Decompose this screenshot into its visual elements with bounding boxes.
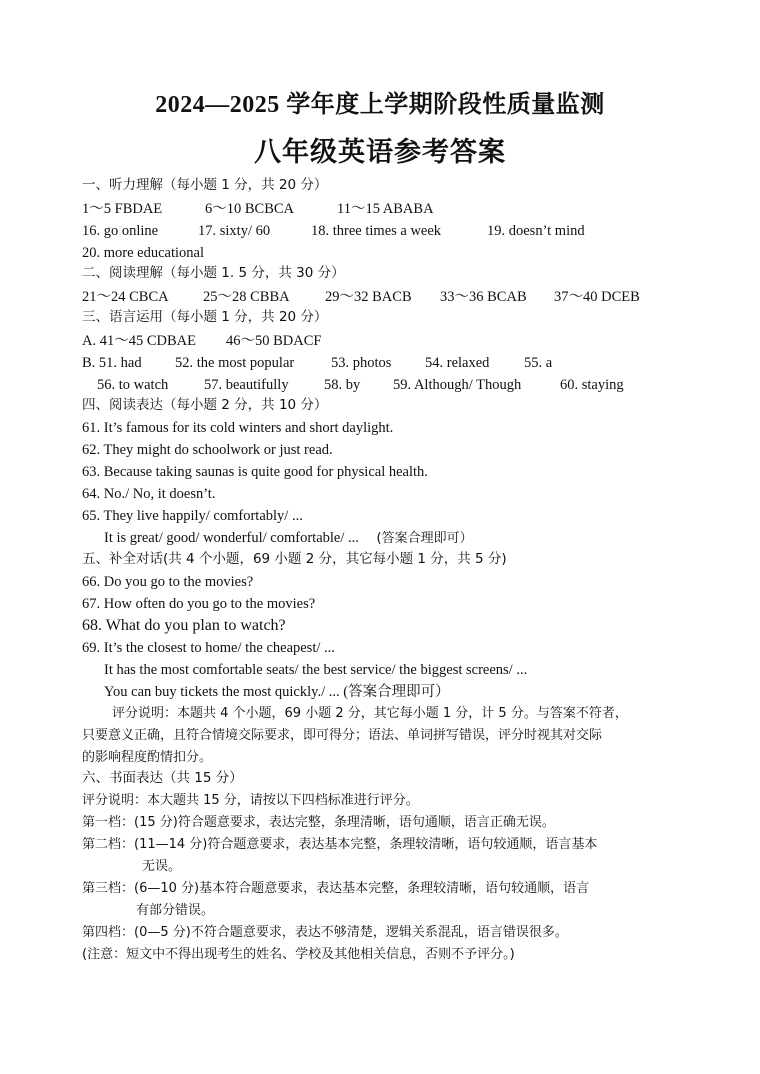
answer-item: 19. doesn’t mind <box>487 223 585 239</box>
answer-item: 17. sixty/ 60 <box>198 223 271 239</box>
writing-rule: 第三档：(6—10 分)基本符合题意要求，表达基本完整，条理较清晰，语句较通顺，语言 <box>82 881 590 896</box>
grading-note: 评分说明：本题共 4 个小题，69 小题 2 分，其它每小题 1 分，计 5 分。与答案不符者， <box>112 706 628 721</box>
answer-item: 54. relaxed <box>425 355 490 371</box>
writing-rule: 第一档：(15 分)符合题意要求，表达完整，条理清晰，语句通顺，语言正确无误。 <box>82 815 555 830</box>
answer-group: 11～15 ABABA <box>337 201 434 217</box>
grading-note: 的影响程度酌情扣分。 <box>82 750 213 765</box>
answer-item: 64. No./ No, it doesn’t. <box>82 486 216 502</box>
answer-group: 1～5 FBDAE <box>82 201 163 217</box>
answer-group: 21～24 CBCA <box>82 289 169 305</box>
section-header-writing: 六、书面表达（共 15 分） <box>82 770 243 786</box>
answer-item: 16. go online <box>82 223 159 239</box>
answer-group: 25～28 CBBA <box>203 289 290 305</box>
answer-item: 55. a <box>524 355 553 371</box>
grading-note: 只要意义正确，且符合情境交际要求，即可得分；语法、单词拼写错误，评分时视其对交际 <box>82 728 603 743</box>
section-header-expression: 四、阅读表达（每小题 2 分，共 10 分） <box>82 397 328 413</box>
section-header-listening: 一、听力理解（每小题 1 分，共 20 分） <box>82 177 328 193</box>
page-title: 2024—2025 学年度上学期阶段性质量监测 <box>155 92 605 118</box>
answer-item: 57. beautifully <box>204 377 289 393</box>
section-header-language: 三、语言运用（每小题 1 分，共 20 分） <box>82 309 328 325</box>
answer-item: 62. They might do schoolwork or just read. <box>82 442 333 458</box>
answer-item: 61. It’s famous for its cold winters and short daylight. <box>82 420 394 436</box>
answer-item: 60. staying <box>560 377 624 393</box>
answer-group: 37～40 DCEB <box>554 289 640 305</box>
writing-rule: 第二档：(11—14 分)符合题意要求，表达基本完整，条理较清晰，语句较通顺，语言基本 <box>82 837 598 852</box>
answer-item: 18. three times a week <box>311 223 442 239</box>
answer-item-continued: You can buy tickets the most quickly./ ... (答案合理即可） <box>104 684 450 700</box>
page-subtitle: 八年级英语参考答案 <box>254 137 506 167</box>
answer-item: B. 51. had <box>82 355 142 371</box>
answer-item: 68. What do you plan to watch? <box>82 617 286 634</box>
answer-item-continued <box>104 531 473 546</box>
writing-rule: 无误。 <box>142 859 182 874</box>
answer-item: 65. They live happily/ comfortably/ ... <box>82 508 303 524</box>
answer-group: 29～32 BACB <box>325 289 412 305</box>
answer-group: A. 41～45 CDBAE <box>82 333 196 349</box>
answer-item: 63. Because taking saunas is quite good for physical health. <box>82 464 428 480</box>
writing-rule: 有部分错误。 <box>136 903 215 918</box>
section-header-reading: 二、阅读理解（每小题 1. 5 分，共 30 分） <box>82 265 345 281</box>
answer-text: It is great/ good/ wonderful/ comfortable/ ... <box>104 530 359 546</box>
answer-item-continued: It has the most comfortable seats/ the best service/ the biggest screens/ ... <box>104 662 528 678</box>
answer-item: 67. How often do you go to the movies? <box>82 596 316 612</box>
section-header-dialogue: 五、补全对话(共 4 个小题，69 小题 2 分，其它每小题 1 分，共 5 分) <box>82 551 507 567</box>
writing-rule: 第四档：(0—5 分)不符合题意要求，表达不够清楚，逻辑关系混乱，语言错误很多。 <box>82 925 568 940</box>
answer-group: 33～36 BCAB <box>440 289 527 305</box>
answer-item: 56. to watch <box>97 377 169 393</box>
answer-item: 69. It’s the closest to home/ the cheapest/ ... <box>82 640 335 656</box>
answer-item: 53. photos <box>331 355 392 371</box>
answer-group: 6～10 BCBCA <box>205 201 295 217</box>
writing-rule: 评分说明：本大题共 15 分，请按以下四档标准进行评分。 <box>82 793 419 808</box>
answer-note: (答案合理即可） <box>376 531 473 546</box>
answer-item: 52. the most popular <box>175 355 295 371</box>
answer-item: 58. by <box>324 377 361 393</box>
answer-item: 66. Do you go to the movies? <box>82 574 254 590</box>
writing-note: (注意：短文中不得出现考生的姓名、学校及其他相关信息，否则不予评分。) <box>82 947 515 962</box>
answer-item: 20. more educational <box>82 245 204 261</box>
answer-item: 59. Although/ Though <box>393 377 522 393</box>
answer-group: 46～50 BDACF <box>226 333 322 349</box>
